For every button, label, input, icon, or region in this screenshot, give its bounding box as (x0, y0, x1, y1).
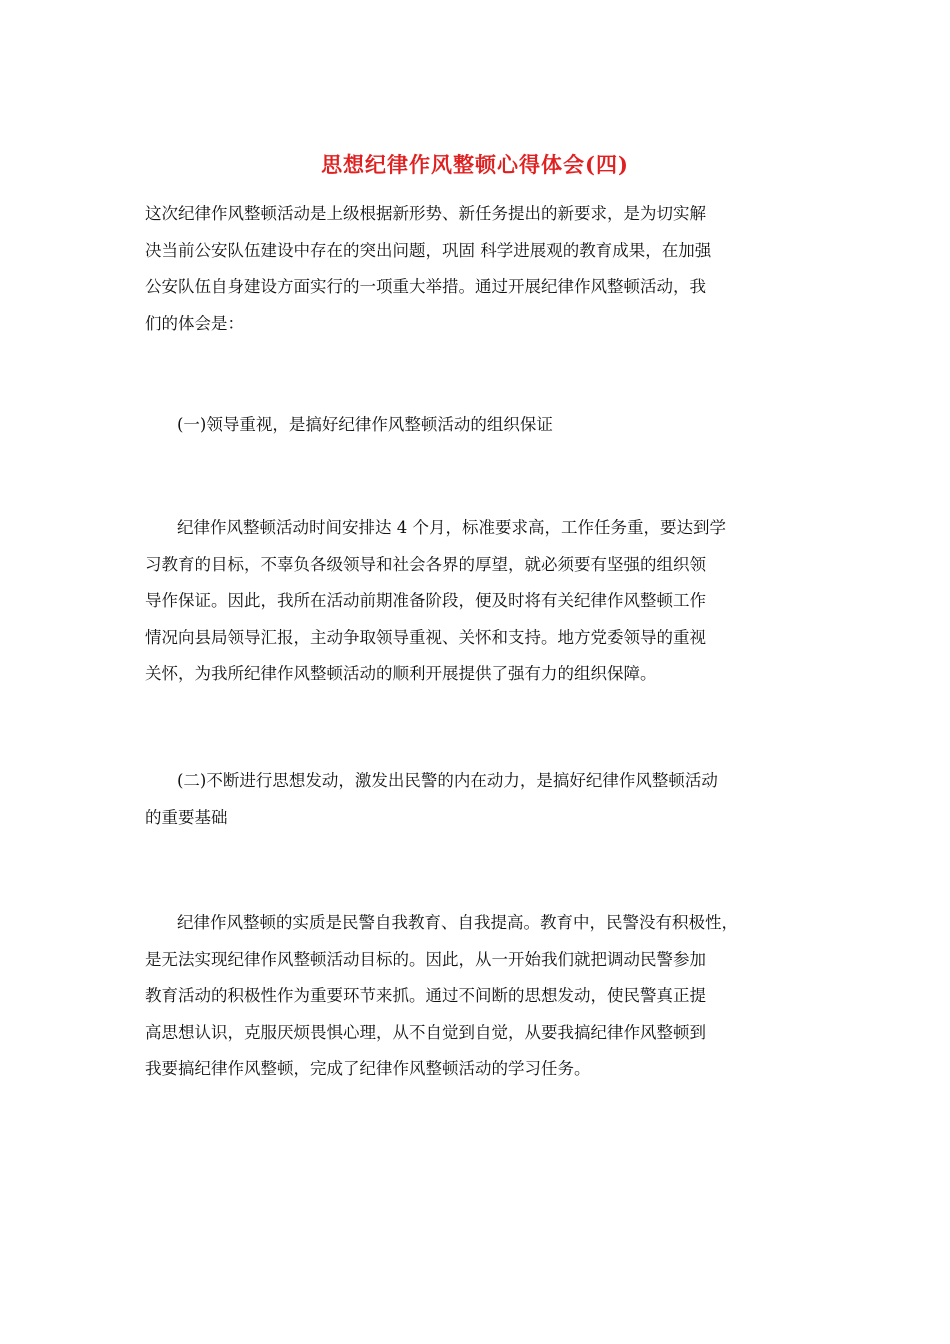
paragraph-line: 纪律作风整顿的实质是民警自我教育、自我提高。教育中，民警没有积极性， (177, 913, 738, 932)
paragraph-line: 公安队伍自身建设方面实行的一项重大举措。通过开展纪律作风整顿活动，我 (145, 277, 706, 296)
paragraph-line: 情况向县局领导汇报，主动争取领导重视、关怀和支持。地方党委领导的重视 (145, 627, 706, 647)
paragraph-line: 决当前公安队伍建设中存在的突出问题，巩固 科学进展观的教育成果，在加强 (145, 240, 712, 260)
intro-paragraph (145, 196, 810, 342)
paragraph-line: 导作保证。因此，我所在活动前期准备阶段，便及时将有关纪律作风整顿工作 (145, 591, 706, 610)
paragraph-line: 高思想认识，克服厌烦畏惧心理，从不自觉到自觉，从要我搞纪律作风整顿到 (145, 1022, 706, 1042)
paragraph-line: 这次纪律作风整顿活动是上级根据新形势、新任务提出的新要求，是为切实解 (145, 204, 706, 223)
paragraph-line: 习教育的目标，不辜负各级领导和社会各界的厚望，就必须要有坚强的组织领 (145, 554, 706, 574)
section-heading-2 (145, 763, 810, 836)
heading-line: (一)领导重视，是搞好纪律作风整顿活动的组织保证 (177, 415, 553, 434)
heading-line: (二)不断进行思想发动，激发出民警的内在动力，是搞好纪律作风整顿活动 (177, 771, 718, 790)
paragraph-line: 教育活动的积极性作为重要环节来抓。通过不间断的思想发动，使民警真正提 (145, 986, 706, 1005)
paragraph-line: 关怀，为我所纪律作风整顿活动的顺利开展提供了强有力的组织保障。 (145, 664, 657, 683)
paragraph-line: 是无法实现纪律作风整顿活动目标的。因此，从一开始我们就把调动民警参加 (145, 949, 706, 969)
paragraph-line: 我要搞纪律作风整顿，完成了纪律作风整顿活动的学习任务。 (145, 1059, 591, 1078)
paragraph-line: 们的体会是： (145, 313, 244, 333)
heading-line: 的重要基础 (145, 807, 228, 827)
paragraph-line: 纪律作风整顿活动时间安排达 4 个月，标准要求高，工作任务重，要达到学 (177, 518, 726, 537)
section-2-paragraph (145, 905, 810, 1088)
section-1-paragraph (145, 510, 810, 693)
document-title: 思想纪律作风整顿心得体会(四) (321, 152, 629, 177)
section-heading-1 (145, 407, 810, 444)
